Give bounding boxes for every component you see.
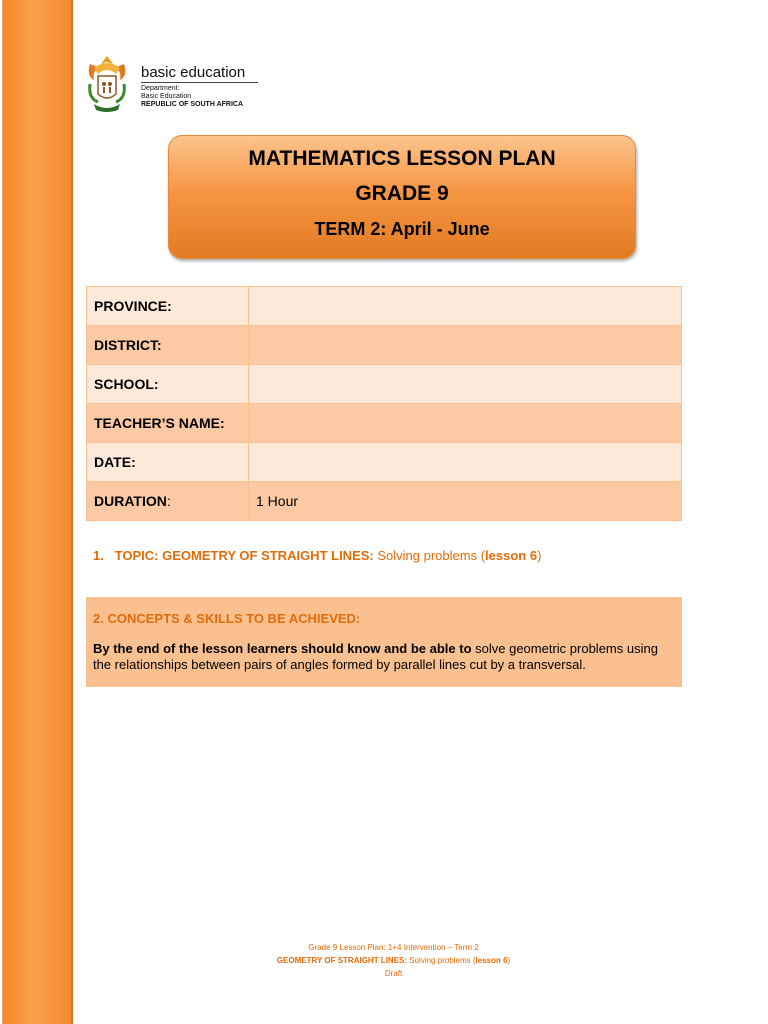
duration-value[interactable]: 1 Hour — [249, 482, 682, 521]
table-row-province — [87, 287, 682, 326]
duration-label-cell — [87, 482, 249, 521]
topic-label: TOPIC: GEOMETRY OF STRAIGHT LINES: — [114, 548, 374, 563]
lesson-info-table — [86, 286, 682, 521]
footer-lesson: lesson 6 — [475, 956, 508, 965]
teacher-name-label: TEACHER’S NAME: — [87, 404, 249, 443]
district-label: DISTRICT: — [87, 326, 249, 365]
term-title: TERM 2: April - June — [314, 219, 490, 239]
footer-close: ) — [507, 956, 511, 965]
concepts-section — [86, 597, 682, 687]
concepts-lead: By the end of the lesson learners should know and be able to — [93, 641, 472, 656]
logo-department-name: Basic Education — [141, 93, 192, 100]
coat-of-arms-icon — [84, 54, 130, 114]
teacher-name-field[interactable] — [249, 404, 682, 443]
concepts-body: solve geometric problems using the relationships between pairs of angles formed by parallel lines cut by a transversal. — [93, 641, 658, 672]
topic-text: Solving problems ( — [377, 548, 486, 563]
concepts-paragraph — [93, 641, 678, 673]
logo-country: REPUBLIC OF SOUTH AFRICA — [141, 101, 244, 108]
date-label: DATE: — [87, 443, 249, 482]
logo-department-label: Department: — [141, 85, 180, 92]
footer-line-1: Grade 9 Lesson Plan: 1+4 Intervention – Term 2 — [308, 943, 479, 952]
footer-line-2 — [0, 956, 768, 965]
table-row-teacher — [87, 404, 682, 443]
logo-title: basic education — [141, 64, 246, 81]
duration-label-colon: : — [166, 493, 171, 509]
table-row-duration — [87, 482, 682, 521]
duration-label: DURATION — [94, 493, 167, 509]
topic-number: 1. — [93, 548, 104, 563]
province-label: PROVINCE: — [87, 287, 249, 326]
table-row-date — [87, 443, 682, 482]
document-title: MATHEMATICS LESSON PLAN — [248, 147, 556, 170]
orange-sidebar-bar — [2, 0, 73, 1024]
province-field[interactable] — [249, 287, 682, 326]
title-banner — [168, 135, 636, 259]
school-field[interactable] — [249, 365, 682, 404]
topic-close: ) — [537, 548, 542, 563]
topic-lesson: lesson 6 — [485, 548, 538, 563]
date-field[interactable] — [249, 443, 682, 482]
grade-title: GRADE 9 — [355, 182, 449, 205]
school-label: SCHOOL: — [87, 365, 249, 404]
district-field[interactable] — [249, 326, 682, 365]
footer-topic-text: Solving problems ( — [409, 956, 476, 965]
concepts-heading: 2. CONCEPTS & SKILLS TO BE ACHIEVED: — [93, 611, 361, 626]
table-row-district — [87, 326, 682, 365]
logo-divider — [141, 82, 258, 83]
table-row-school — [87, 365, 682, 404]
footer-draft: Draft — [384, 969, 403, 978]
topic-line — [93, 548, 541, 563]
department-logo — [84, 52, 264, 114]
footer-topic: GEOMETRY OF STRAIGHT LINES: — [276, 956, 408, 965]
